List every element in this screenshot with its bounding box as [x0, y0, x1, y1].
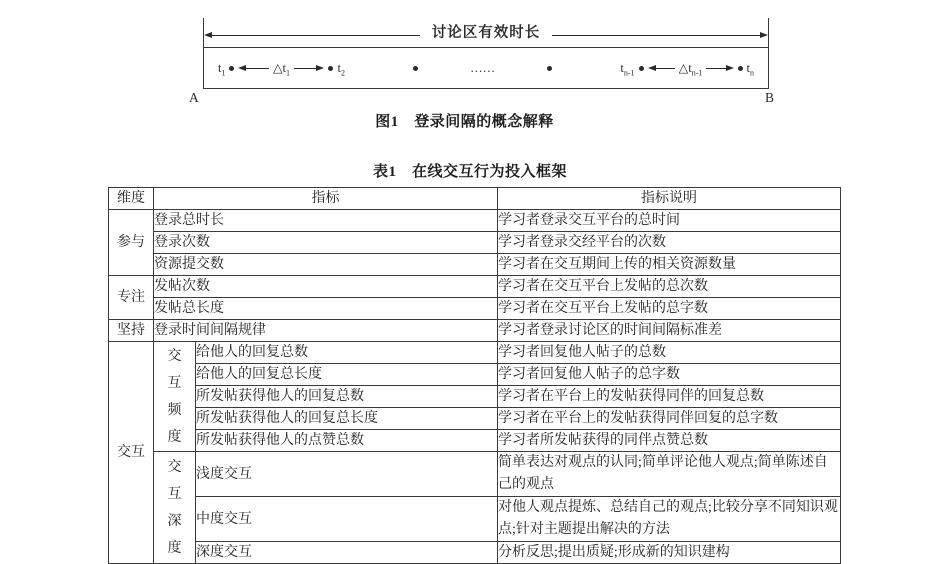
login-interval-figure	[189, 18, 774, 105]
arrow-line	[212, 35, 420, 36]
header-description: 指标说明	[498, 188, 841, 210]
figure1-caption: 图1 登录间隔的概念解释	[375, 114, 554, 130]
delta-tn-1-label: $\triangle t_{n-1}$	[678, 61, 703, 78]
dimension-cell: 坚持	[109, 320, 154, 342]
table-row	[109, 542, 841, 564]
arrowhead-left-icon	[648, 65, 656, 71]
description-cell: 学习者登录交经平台的次数	[498, 232, 841, 254]
dimension-cell: 交互	[109, 342, 154, 564]
endpoint-a-label: A	[189, 90, 199, 105]
duration-label: 讨论区有效时长	[431, 24, 541, 41]
table-row	[109, 320, 841, 342]
arrowhead-right-icon	[316, 65, 324, 71]
description-cell: 学习者登录讨论区的时间间隔标准差	[498, 320, 841, 342]
login-point-dot	[547, 66, 552, 71]
indicator-cell: 登录次数	[154, 232, 498, 254]
endpoint-b-label: B	[764, 90, 774, 105]
interval-arrow-1	[238, 60, 324, 76]
description-cell: 学习者回复他人帖子的总字数	[498, 364, 841, 386]
indicator-cell: 所发帖获得他人的回复总数	[196, 386, 498, 408]
arrowhead-right-icon	[760, 32, 768, 38]
timeline-right-group	[620, 60, 754, 76]
description-cell: 学习者回复他人帖子的总数	[498, 342, 841, 364]
indicator-cell: 登录时间间隔规律	[154, 320, 498, 342]
table-row	[109, 210, 841, 232]
table-row	[109, 497, 841, 542]
description-cell: 学习者在平台上的发帖获得同伴的回复总数	[498, 386, 841, 408]
header-indicator: 指标	[154, 188, 498, 210]
indicator-cell: 登录总时长	[154, 210, 498, 232]
indicator-cell: 中度交互	[196, 497, 498, 542]
login-point-dot	[229, 66, 234, 71]
arrow-line	[706, 68, 725, 69]
arrowhead-left-icon	[238, 65, 246, 71]
indicator-cell: 所发帖获得他人的回复总长度	[196, 408, 498, 430]
arrow-line	[294, 68, 316, 69]
login-timeline	[204, 47, 768, 88]
duration-span-arrow	[204, 24, 768, 42]
timeline-left-group	[218, 60, 345, 76]
dimension-cell: 参与	[109, 210, 154, 276]
table-row	[109, 430, 841, 452]
arrow-line	[246, 68, 268, 69]
dimension-cell: 专注	[109, 276, 154, 320]
engagement-framework-table	[108, 187, 841, 564]
description-cell: 简单表达对观点的认同;简单评论他人观点;简单陈述自己的观点	[498, 452, 841, 497]
login-point-dot	[738, 66, 743, 71]
header-dimension: 维度	[109, 188, 154, 210]
table-row	[109, 386, 841, 408]
tn-1-label: $t_{n-1}$	[620, 60, 635, 77]
timeline-middle-group	[413, 61, 552, 76]
login-point-dot	[639, 66, 644, 71]
indicator-cell: 所发帖获得他人的点赞总数	[196, 430, 498, 452]
table1-title: 表1 在线交互行为投入框架	[372, 164, 567, 180]
interval-arrow-n-1	[648, 60, 734, 76]
table-row	[109, 254, 841, 276]
t1-label: $t_1$	[218, 60, 226, 77]
tn-label: $t_n$	[746, 60, 754, 77]
description-cell: 分析反思;提出质疑;形成新的知识建构	[498, 542, 841, 564]
indicator-cell: 浅度交互	[196, 452, 498, 497]
subdimension-cell	[154, 452, 196, 564]
description-cell: 学习者在交互期间上传的相关资源数量	[498, 254, 841, 276]
indicator-cell: 资源提交数	[154, 254, 498, 276]
table-row	[109, 298, 841, 320]
indicator-cell: 发帖总长度	[154, 298, 498, 320]
t2-label: $t_2$	[337, 60, 345, 77]
indicator-cell: 给他人的回复总数	[196, 342, 498, 364]
table-row	[109, 342, 841, 364]
login-point-dot	[328, 66, 333, 71]
description-cell: 学习者在交互平台上发帖的总字数	[498, 298, 841, 320]
subdimension-vertical-label: 交互频度	[167, 348, 182, 445]
table-row	[109, 408, 841, 430]
delta-t1-label: $\triangle t_1$	[272, 61, 291, 78]
table-header-row	[109, 188, 841, 210]
table-row	[109, 276, 841, 298]
indicator-cell: 深度交互	[196, 542, 498, 564]
table-row	[109, 452, 841, 497]
arrow-line	[656, 68, 675, 69]
arrowhead-right-icon	[726, 65, 734, 71]
arrow-line	[552, 35, 760, 36]
description-cell: 学习者登录交互平台的总时间	[498, 210, 841, 232]
table-row	[109, 364, 841, 386]
indicator-cell: 发帖次数	[154, 276, 498, 298]
description-cell: 对他人观点提炼、总结自己的观点;比较分享不同知识观点;针对主题提出解决的方法	[498, 497, 841, 542]
subdimension-cell	[154, 342, 196, 452]
indicator-cell: 给他人的回复总长度	[196, 364, 498, 386]
description-cell: 学习者在交互平台上发帖的总次数	[498, 276, 841, 298]
subdimension-vertical-label: 交互深度	[167, 459, 182, 556]
ellipsis-label: ……	[470, 60, 496, 75]
arrowhead-left-icon	[204, 32, 212, 38]
table-row	[109, 232, 841, 254]
description-cell: 学习者所发帖获得的同伴点赞总数	[498, 430, 841, 452]
login-point-dot	[413, 66, 418, 71]
description-cell: 学习者在平台上的发帖获得同伴回复的总字数	[498, 408, 841, 430]
